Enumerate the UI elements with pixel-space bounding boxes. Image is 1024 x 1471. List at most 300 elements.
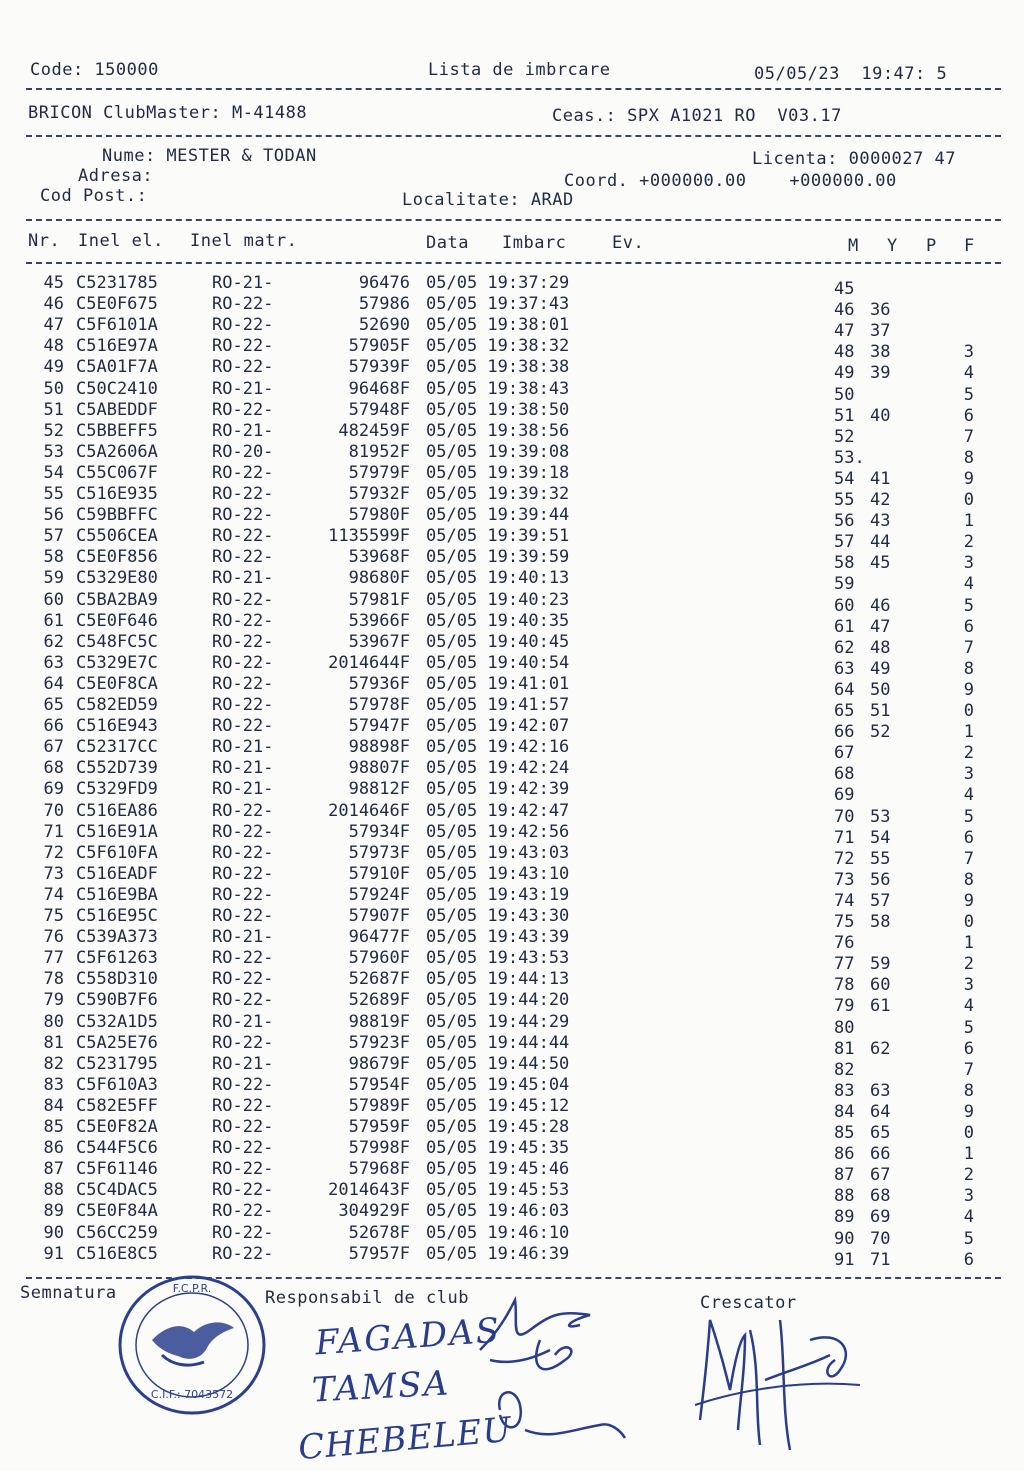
row-basketing-time: 05/05 19:44:50 bbox=[426, 1053, 570, 1074]
row-f: 4 bbox=[963, 785, 974, 806]
row-inel-matr-number: 57910F bbox=[348, 863, 410, 884]
table-row bbox=[0, 1243, 1024, 1270]
row-inel-el: C56CC259 bbox=[76, 1222, 158, 1243]
col-inel-matr: Inel matr. bbox=[190, 231, 298, 251]
row-m: 91 bbox=[834, 1249, 855, 1270]
row-basketing-time: 05/05 19:45:12 bbox=[426, 1095, 570, 1116]
row-m: 57 bbox=[834, 532, 855, 553]
row-basketing-time: 05/05 19:43:03 bbox=[426, 842, 570, 863]
row-inel-matr-number: 96468F bbox=[348, 378, 410, 399]
row-inel-matr-number: 57934F bbox=[348, 821, 410, 842]
table-row bbox=[0, 673, 1024, 700]
row-f: 0 bbox=[963, 1123, 974, 1143]
row-basketing-time: 05/05 19:41:01 bbox=[426, 673, 570, 694]
row-nr: 62 bbox=[43, 631, 64, 652]
row-inel-el: C544F5C6 bbox=[76, 1138, 158, 1159]
row-basketing-time: 05/05 19:39:08 bbox=[426, 441, 570, 462]
table-row bbox=[0, 420, 1024, 447]
row-f: 1 bbox=[963, 933, 974, 954]
row-inel-matr-number: 57939F bbox=[348, 357, 410, 378]
row-m: 67 bbox=[834, 743, 855, 764]
row-inel-matr-prefix: RO-22- bbox=[212, 1222, 274, 1243]
row-inel-matr-number: 57998F bbox=[348, 1138, 410, 1159]
row-inel-matr-prefix: RO-22- bbox=[212, 990, 274, 1011]
row-inel-el: C516E91A bbox=[76, 821, 158, 842]
row-m: 68 bbox=[834, 764, 855, 785]
table-row bbox=[0, 695, 1024, 721]
row-basketing-time: 05/05 19:42:16 bbox=[426, 737, 570, 758]
stamp-cif-text: C.I.F.: 7043572 bbox=[150, 1388, 234, 1401]
row-y: 65 bbox=[870, 1123, 891, 1143]
row-f: 5 bbox=[963, 1228, 974, 1249]
row-f: 1 bbox=[963, 1144, 974, 1165]
row-f: 4 bbox=[963, 363, 974, 384]
row-basketing-time: 05/05 19:42:56 bbox=[426, 821, 570, 842]
row-inel-el: C5E0F646 bbox=[76, 610, 158, 631]
row-y: 43 bbox=[870, 511, 891, 532]
row-m: 85 bbox=[834, 1123, 855, 1143]
row-inel-el: C52317CC bbox=[76, 737, 158, 758]
signature-label: Semnatura bbox=[20, 1283, 117, 1303]
row-basketing-time: 05/05 19:46:03 bbox=[426, 1201, 570, 1222]
row-basketing-time: 05/05 19:39:32 bbox=[426, 484, 570, 504]
table-row bbox=[0, 1201, 1024, 1228]
row-inel-matr-prefix: RO-22- bbox=[212, 652, 274, 673]
row-basketing-time: 05/05 19:41:57 bbox=[426, 695, 570, 715]
row-inel-el: C5E0F8CA bbox=[76, 673, 158, 694]
row-inel-matr-prefix: RO-21- bbox=[212, 1053, 274, 1074]
row-f: 8 bbox=[963, 658, 974, 679]
row-inel-el: C5506CEA bbox=[76, 526, 158, 547]
row-inel-el: C5231795 bbox=[76, 1053, 158, 1074]
row-inel-matr-prefix: RO-22- bbox=[212, 505, 274, 526]
row-basketing-time: 05/05 19:38:38 bbox=[426, 357, 570, 378]
row-y: 37 bbox=[870, 321, 891, 342]
row-y: 51 bbox=[870, 701, 891, 721]
row-inel-el: C5F610FA bbox=[76, 842, 158, 863]
row-m: 72 bbox=[834, 848, 855, 869]
table-row bbox=[0, 758, 1024, 785]
row-nr: 86 bbox=[43, 1138, 64, 1159]
row-nr: 63 bbox=[43, 652, 64, 673]
row-m: 78 bbox=[834, 975, 855, 996]
row-m: 52 bbox=[834, 426, 855, 447]
table-row bbox=[0, 315, 1024, 342]
row-basketing-time: 05/05 19:43:39 bbox=[426, 927, 570, 948]
row-inel-matr-prefix: RO-22- bbox=[212, 884, 274, 905]
row-inel-matr-prefix: RO-22- bbox=[212, 610, 274, 631]
row-inel-matr-number: 57932F bbox=[348, 484, 410, 504]
row-inel-matr-prefix: RO-22- bbox=[212, 1095, 274, 1116]
row-nr: 49 bbox=[43, 357, 64, 378]
row-inel-matr-prefix: RO-22- bbox=[212, 1117, 274, 1137]
row-m: 79 bbox=[834, 996, 855, 1017]
row-m: 70 bbox=[834, 806, 855, 827]
row-basketing-time: 05/05 19:42:39 bbox=[426, 779, 570, 800]
row-nr: 55 bbox=[43, 484, 64, 504]
row-inel-matr-number: 53968F bbox=[348, 547, 410, 568]
table-row bbox=[0, 1180, 1024, 1207]
row-f: 8 bbox=[963, 869, 974, 890]
row-m: 64 bbox=[834, 679, 855, 700]
row-m: 80 bbox=[834, 1017, 855, 1038]
print-datetime: 05/05/23 19:47: 5 bbox=[754, 64, 948, 84]
row-inel-matr-number: 57960F bbox=[348, 948, 410, 969]
row-f: 6 bbox=[963, 405, 974, 426]
row-inel-matr-prefix: RO-21- bbox=[212, 779, 274, 800]
row-basketing-time: 05/05 19:39:44 bbox=[426, 505, 570, 526]
row-inel-el: C5A01F7A bbox=[76, 357, 158, 378]
table-row bbox=[0, 779, 1024, 806]
row-inel-matr-prefix: RO-22- bbox=[212, 821, 274, 842]
row-inel-el: C50C2410 bbox=[76, 378, 158, 399]
row-nr: 48 bbox=[43, 336, 64, 357]
row-nr: 80 bbox=[43, 1011, 64, 1032]
separator bbox=[26, 262, 1001, 264]
row-inel-matr-number: 2014644F bbox=[328, 652, 410, 673]
row-basketing-time: 05/05 19:43:10 bbox=[426, 863, 570, 884]
row-y: 58 bbox=[870, 912, 891, 932]
row-f: 9 bbox=[963, 1101, 974, 1122]
row-m: 50 bbox=[834, 384, 855, 405]
row-inel-matr-prefix: RO-22- bbox=[212, 906, 274, 926]
row-f: 3 bbox=[963, 553, 974, 574]
col-nr: Nr. bbox=[28, 231, 61, 251]
row-m: 90 bbox=[834, 1228, 855, 1249]
row-m: 63 bbox=[834, 658, 855, 679]
table-row bbox=[0, 273, 1024, 299]
row-basketing-time: 05/05 19:45:46 bbox=[426, 1159, 570, 1180]
row-basketing-time: 05/05 19:42:07 bbox=[426, 716, 570, 737]
row-inel-el: C5231785 bbox=[76, 273, 158, 293]
table-row bbox=[0, 1053, 1024, 1080]
row-inel-matr-number: 98807F bbox=[348, 758, 410, 779]
breeder-signature bbox=[690, 1310, 870, 1460]
row-f: 3 bbox=[963, 342, 974, 363]
row-basketing-time: 05/05 19:40:23 bbox=[426, 589, 570, 610]
row-y: 67 bbox=[870, 1165, 891, 1186]
row-basketing-time: 05/05 19:44:20 bbox=[426, 990, 570, 1011]
row-nr: 56 bbox=[43, 505, 64, 526]
handwritten-name-1: FAGADAS bbox=[313, 1310, 503, 1364]
col-m: M bbox=[848, 236, 859, 256]
breeder-label: Crescator bbox=[700, 1293, 797, 1313]
row-nr: 78 bbox=[43, 969, 64, 990]
row-f: 5 bbox=[963, 384, 974, 405]
table-row bbox=[0, 378, 1024, 405]
row-inel-matr-prefix: RO-22- bbox=[212, 716, 274, 737]
row-inel-matr-number: 98680F bbox=[348, 568, 410, 589]
row-inel-el: C516E97A bbox=[76, 336, 158, 357]
row-m: 75 bbox=[834, 912, 855, 932]
row-nr: 47 bbox=[43, 315, 64, 336]
club-responsible-label: Responsabil de club bbox=[265, 1288, 469, 1308]
row-inel-el: C5F61146 bbox=[76, 1159, 158, 1180]
row-nr: 50 bbox=[43, 378, 64, 399]
row-y: 53 bbox=[870, 806, 891, 827]
row-nr: 60 bbox=[43, 589, 64, 610]
row-f: 9 bbox=[963, 890, 974, 911]
row-inel-el: C539A373 bbox=[76, 927, 158, 948]
row-inel-el: C59BBFFC bbox=[76, 505, 158, 526]
row-f: 2 bbox=[963, 532, 974, 553]
row-y: 61 bbox=[870, 996, 891, 1017]
row-inel-matr-prefix: RO-22- bbox=[212, 1243, 274, 1264]
row-inel-matr-number: 57968F bbox=[348, 1159, 410, 1180]
table-row bbox=[0, 357, 1024, 384]
row-m: 60 bbox=[834, 595, 855, 616]
row-nr: 45 bbox=[43, 273, 64, 293]
row-nr: 51 bbox=[43, 399, 64, 420]
row-inel-el: C5329E80 bbox=[76, 568, 158, 589]
row-y: 44 bbox=[870, 532, 891, 553]
table-row bbox=[0, 1222, 1024, 1249]
row-basketing-time: 05/05 19:39:59 bbox=[426, 547, 570, 568]
row-m: 86 bbox=[834, 1144, 855, 1165]
row-f: 1 bbox=[963, 511, 974, 532]
row-f: 3 bbox=[963, 764, 974, 785]
row-inel-matr-prefix: RO-22- bbox=[212, 547, 274, 568]
row-f: 7 bbox=[963, 848, 974, 869]
row-basketing-time: 05/05 19:46:10 bbox=[426, 1222, 570, 1243]
row-m: 56 bbox=[834, 511, 855, 532]
row-y: 52 bbox=[870, 722, 891, 743]
stamp-org-text: F.C.P.R. bbox=[172, 1282, 212, 1295]
col-f: F bbox=[964, 236, 975, 256]
row-inel-matr-prefix: RO-22- bbox=[212, 631, 274, 652]
row-basketing-time: 05/05 19:46:39 bbox=[426, 1243, 570, 1264]
table-row bbox=[0, 336, 1024, 363]
row-inel-matr-prefix: RO-22- bbox=[212, 462, 274, 483]
row-y: 63 bbox=[870, 1080, 891, 1101]
row-f: 7 bbox=[963, 1059, 974, 1080]
row-nr: 87 bbox=[43, 1159, 64, 1180]
row-f: 9 bbox=[963, 679, 974, 700]
table-row bbox=[0, 948, 1024, 975]
row-inel-matr-number: 81952F bbox=[348, 441, 410, 462]
row-nr: 89 bbox=[43, 1201, 64, 1222]
row-inel-el: C582E5FF bbox=[76, 1095, 158, 1116]
row-inel-el: C532A1D5 bbox=[76, 1011, 158, 1032]
row-inel-matr-prefix: RO-22- bbox=[212, 1180, 274, 1201]
row-inel-matr-number: 57986 bbox=[358, 294, 410, 315]
row-inel-el: C5E0F82A bbox=[76, 1117, 158, 1137]
row-inel-el: C5F6101A bbox=[76, 315, 158, 336]
row-nr: 61 bbox=[43, 610, 64, 631]
row-f: 2 bbox=[963, 954, 974, 975]
row-basketing-time: 05/05 19:45:04 bbox=[426, 1074, 570, 1095]
row-inel-el: C5E0F856 bbox=[76, 547, 158, 568]
row-m: 59 bbox=[834, 574, 855, 595]
row-basketing-time: 05/05 19:44:44 bbox=[426, 1032, 570, 1053]
row-inel-matr-number: 57978F bbox=[348, 695, 410, 715]
row-nr: 74 bbox=[43, 884, 64, 905]
row-inel-el: C5F610A3 bbox=[76, 1074, 158, 1095]
table-row bbox=[0, 1117, 1024, 1143]
table-row bbox=[0, 1032, 1024, 1059]
row-basketing-time: 05/05 19:38:01 bbox=[426, 315, 570, 336]
row-nr: 58 bbox=[43, 547, 64, 568]
row-inel-matr-prefix: RO-21- bbox=[212, 1011, 274, 1032]
row-inel-el: C5329E7C bbox=[76, 652, 158, 673]
table-row bbox=[0, 969, 1024, 996]
row-inel-matr-prefix: RO-21- bbox=[212, 927, 274, 948]
row-y: 47 bbox=[870, 616, 891, 637]
row-inel-matr-number: 98898F bbox=[348, 737, 410, 758]
row-nr: 52 bbox=[43, 420, 64, 441]
row-f: 7 bbox=[963, 426, 974, 447]
row-inel-matr-number: 57981F bbox=[348, 589, 410, 610]
row-inel-el: C582ED59 bbox=[76, 695, 158, 715]
row-nr: 77 bbox=[43, 948, 64, 969]
row-inel-matr-number: 57980F bbox=[348, 505, 410, 526]
row-f: 4 bbox=[963, 574, 974, 595]
row-inel-el: C548FC5C bbox=[76, 631, 158, 652]
row-basketing-time: 05/05 19:45:28 bbox=[426, 1117, 570, 1137]
row-f: 4 bbox=[963, 1207, 974, 1228]
row-f: 2 bbox=[963, 743, 974, 764]
row-inel-el: C516EA86 bbox=[76, 800, 158, 821]
row-inel-matr-prefix: RO-21- bbox=[212, 758, 274, 779]
row-y: 70 bbox=[870, 1228, 891, 1249]
row-inel-matr-prefix: RO-21- bbox=[212, 273, 274, 293]
row-inel-el: C5E0F675 bbox=[76, 294, 158, 315]
licence-number: Licenta: 0000027 47 bbox=[752, 149, 956, 169]
row-inel-matr-prefix: RO-22- bbox=[212, 1201, 274, 1222]
row-nr: 81 bbox=[43, 1032, 64, 1053]
handwritten-name-2: TAMSA bbox=[311, 1363, 451, 1411]
row-inel-matr-number: 98812F bbox=[348, 779, 410, 800]
table-row bbox=[0, 1074, 1024, 1101]
row-f: 4 bbox=[963, 996, 974, 1017]
row-basketing-time: 05/05 19:43:53 bbox=[426, 948, 570, 969]
row-f: 6 bbox=[963, 1249, 974, 1270]
row-inel-matr-prefix: RO-21- bbox=[212, 378, 274, 399]
row-inel-matr-number: 52687F bbox=[348, 969, 410, 990]
col-p: P bbox=[926, 236, 937, 256]
row-inel-matr-prefix: RO-22- bbox=[212, 969, 274, 990]
row-nr: 91 bbox=[43, 1243, 64, 1264]
row-inel-matr-number: 57947F bbox=[348, 716, 410, 737]
table-row bbox=[0, 294, 1024, 321]
row-m: 54 bbox=[834, 468, 855, 489]
row-basketing-time: 05/05 19:42:24 bbox=[426, 758, 570, 779]
row-m: 53. bbox=[834, 447, 865, 468]
row-inel-matr-number: 96476 bbox=[358, 273, 410, 293]
row-inel-matr-prefix: RO-22- bbox=[212, 357, 274, 378]
row-basketing-time: 05/05 19:44:29 bbox=[426, 1011, 570, 1032]
row-f: 9 bbox=[963, 468, 974, 489]
row-f: 5 bbox=[963, 595, 974, 616]
row-y: 54 bbox=[870, 827, 891, 848]
row-y: 36 bbox=[870, 300, 891, 321]
row-inel-el: C516EADF bbox=[76, 863, 158, 884]
row-f: 6 bbox=[963, 827, 974, 848]
table-row bbox=[0, 610, 1024, 637]
row-nr: 54 bbox=[43, 462, 64, 483]
table-row bbox=[0, 1159, 1024, 1186]
table-row bbox=[0, 821, 1024, 848]
table-row bbox=[0, 631, 1024, 658]
row-inel-matr-prefix: RO-22- bbox=[212, 863, 274, 884]
row-nr: 64 bbox=[43, 673, 64, 694]
address-label: Adresa: bbox=[78, 166, 154, 186]
row-inel-matr-number: 57957F bbox=[348, 1243, 410, 1264]
row-nr: 82 bbox=[43, 1053, 64, 1074]
row-f: 5 bbox=[963, 806, 974, 827]
row-inel-el: C516E95C bbox=[76, 906, 158, 926]
row-inel-el: C5BA2BA9 bbox=[76, 589, 158, 610]
row-y: 62 bbox=[870, 1038, 891, 1059]
row-y: 42 bbox=[870, 490, 891, 510]
row-inel-matr-prefix: RO-22- bbox=[212, 336, 274, 357]
row-y: 60 bbox=[870, 975, 891, 996]
row-y: 55 bbox=[870, 848, 891, 869]
row-inel-matr-prefix: RO-21- bbox=[212, 568, 274, 589]
row-m: 47 bbox=[834, 321, 855, 342]
row-m: 89 bbox=[834, 1207, 855, 1228]
row-inel-matr-number: 304929F bbox=[338, 1201, 410, 1222]
row-m: 74 bbox=[834, 890, 855, 911]
row-y: 69 bbox=[870, 1207, 891, 1228]
row-inel-matr-number: 98679F bbox=[348, 1053, 410, 1074]
row-inel-matr-number: 57907F bbox=[348, 906, 410, 926]
row-m: 84 bbox=[834, 1101, 855, 1122]
row-inel-matr-number: 57923F bbox=[348, 1032, 410, 1053]
row-inel-el: C5BBEFF5 bbox=[76, 420, 158, 441]
row-inel-matr-prefix: RO-22- bbox=[212, 1074, 274, 1095]
handwritten-name-3: CHEBELEU bbox=[296, 1409, 514, 1469]
separator bbox=[26, 219, 1001, 221]
row-nr: 71 bbox=[43, 821, 64, 842]
clubmaster-label: BRICON ClubMaster: M-41488 bbox=[28, 103, 308, 123]
club-stamp bbox=[112, 1270, 272, 1420]
document-title: Lista de imbrcare bbox=[428, 60, 611, 80]
row-m: 55 bbox=[834, 490, 855, 510]
row-m: 88 bbox=[834, 1186, 855, 1207]
table-row bbox=[0, 737, 1024, 764]
separator bbox=[26, 135, 1001, 137]
row-y: 56 bbox=[870, 869, 891, 890]
row-inel-matr-prefix: RO-21- bbox=[212, 420, 274, 441]
row-inel-el: C5E0F84A bbox=[76, 1201, 158, 1222]
table-row bbox=[0, 441, 1024, 468]
row-basketing-time: 05/05 19:38:43 bbox=[426, 378, 570, 399]
row-inel-matr-number: 52690 bbox=[358, 315, 410, 336]
row-nr: 83 bbox=[43, 1074, 64, 1095]
row-m: 82 bbox=[834, 1059, 855, 1080]
table-row bbox=[0, 484, 1024, 510]
col-imbarc: Imbarc bbox=[502, 233, 567, 253]
row-inel-matr-prefix: RO-22- bbox=[212, 800, 274, 821]
table-row bbox=[0, 800, 1024, 827]
table-row bbox=[0, 462, 1024, 489]
table-row bbox=[0, 1138, 1024, 1165]
row-inel-matr-prefix: RO-22- bbox=[212, 1138, 274, 1159]
row-m: 71 bbox=[834, 827, 855, 848]
row-basketing-time: 05/05 19:40:13 bbox=[426, 568, 570, 589]
row-inel-el: C5A25E76 bbox=[76, 1032, 158, 1053]
row-basketing-time: 05/05 19:39:51 bbox=[426, 526, 570, 547]
row-inel-matr-number: 57936F bbox=[348, 673, 410, 694]
row-inel-matr-prefix: RO-22- bbox=[212, 589, 274, 610]
row-inel-el: C5329FD9 bbox=[76, 779, 158, 800]
row-y: 40 bbox=[870, 405, 891, 426]
row-inel-matr-prefix: RO-22- bbox=[212, 294, 274, 315]
row-inel-el: C5F61263 bbox=[76, 948, 158, 969]
table-row bbox=[0, 652, 1024, 679]
row-y: 71 bbox=[870, 1249, 891, 1270]
